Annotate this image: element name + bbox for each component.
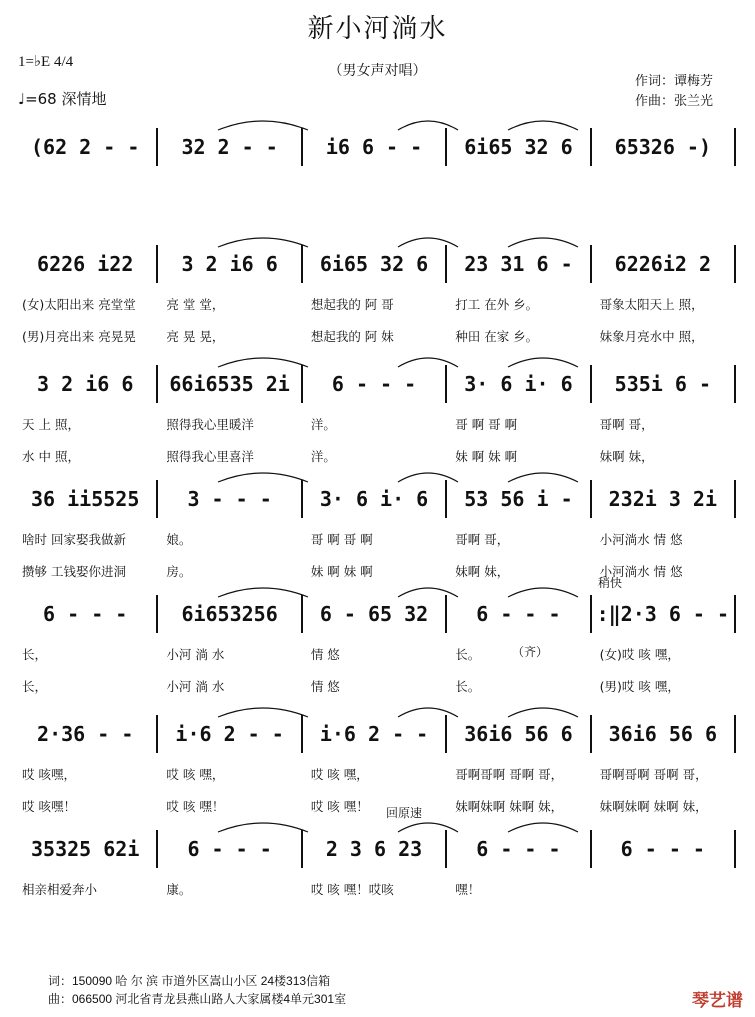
composer: 作曲：张兰光 (634, 94, 713, 109)
slur (398, 358, 458, 367)
lyric-segment: (男)月亮出来 亮晃晃 (22, 329, 136, 344)
barline (301, 595, 303, 633)
lyric-segment: 相亲相爱奔小 (22, 882, 98, 897)
measure: i6 6 - - (325, 135, 423, 159)
slur (508, 473, 578, 482)
slur (398, 121, 458, 130)
barline (734, 365, 736, 403)
barline (301, 128, 303, 166)
barline (445, 245, 447, 283)
notes-row (18, 128, 740, 166)
barline (301, 480, 303, 518)
measure: 36 ii5525 (31, 487, 140, 511)
measure: 35325 62i (31, 837, 140, 861)
barline (445, 128, 447, 166)
lyric-segment: 妹啊妹啊 妹啊 妹， (599, 799, 708, 814)
slur (218, 708, 308, 717)
lyric-segment: 哎 咳嘿， (22, 767, 76, 782)
lyrics-row (18, 295, 740, 313)
page-title: 新小河淌水 (307, 14, 448, 44)
slur-arcs (18, 349, 740, 369)
measure: 6 - - - (476, 837, 561, 861)
barline (445, 595, 447, 633)
slur (508, 823, 578, 832)
barline (734, 128, 736, 166)
lyric-segment: 长。 (455, 647, 481, 662)
notes-row (18, 715, 740, 753)
barline (156, 715, 158, 753)
lyric-segment: 哥啊 哥， (599, 417, 654, 432)
measure: 6 - 65 32 (319, 602, 429, 626)
lyric-segment: 妹啊 妹， (599, 449, 654, 464)
measure: 3· 6 i· 6 (319, 487, 429, 511)
measure: 6 - - - (620, 837, 705, 861)
measure: 6i65 32 6 (319, 252, 429, 276)
slur (508, 358, 578, 367)
lyric-segment: 想起我的 阿 妹 (310, 329, 394, 344)
lyric-segment: 情 悠 (310, 679, 340, 694)
barline (590, 595, 592, 633)
measure: 65326 -) (614, 135, 711, 159)
barline (445, 830, 447, 868)
lyric-segment: 想起我的 阿 哥 (310, 297, 394, 312)
slur (508, 121, 578, 130)
barline (734, 830, 736, 868)
measure: 23 31 6 - (464, 252, 573, 276)
measure: 6226i2 2 (614, 252, 711, 276)
barline (156, 480, 158, 518)
slur (218, 588, 308, 597)
slur (218, 238, 308, 247)
slur (218, 121, 308, 130)
key-signature: 1=♭E 4/4 (18, 54, 74, 70)
lyrics-row (18, 447, 740, 465)
tempo-marking: ♩=68 深情地 (18, 90, 107, 108)
measure: 2 3 6 23 (325, 837, 423, 861)
barline (590, 245, 592, 283)
measure: :‖2·3 6 - - (596, 602, 730, 626)
measure: 6 - - - (187, 837, 272, 861)
lyric-segment: 哎 咳 嘿！ (166, 799, 225, 814)
lyrics-row (18, 880, 740, 898)
lyric-segment: 天 上 照， (22, 417, 80, 432)
barline (156, 830, 158, 868)
slur-arcs (18, 579, 740, 599)
lyrics-row (18, 530, 740, 548)
lyric-segment: 哥 啊 哥 啊 (455, 417, 518, 432)
lyric-segment: 哎 咳 嘿！ (310, 799, 369, 814)
lyric-segment: (女)太阳出来 亮堂堂 (22, 297, 136, 312)
lyric-segment: 哎 咳嘿！ (22, 799, 76, 814)
barline (590, 128, 592, 166)
lyric-segment: 长， (22, 679, 48, 694)
lyric-segment: 妹 啊 妹 啊 (310, 564, 373, 579)
barline (156, 245, 158, 283)
lyric-segment: 情 悠 (310, 647, 340, 662)
notes-row (18, 245, 740, 283)
lyric-segment: 亮 堂 堂， (166, 297, 225, 312)
lyrics-row (18, 415, 740, 433)
lyric-segment: 小河淌水 情 悠 (599, 564, 683, 579)
lyric-segment: 种田 在家 乡。 (455, 329, 539, 344)
measure: 2·36 - - (37, 722, 134, 746)
lyric-segment: (男)哎 咳 嘿， (599, 679, 680, 694)
measure: 6226 i22 (37, 252, 134, 276)
barline (301, 830, 303, 868)
barline (734, 715, 736, 753)
measure: 232i 3 2i (608, 487, 718, 511)
slur (398, 823, 458, 832)
slur-arcs (18, 814, 740, 834)
slur-arcs (18, 112, 740, 132)
lyric-segment: 攒够 工钱娶你进洞 (22, 564, 126, 579)
lyric-segment: 哥啊哥啊 哥啊 哥， (455, 767, 564, 782)
lyrics-row (18, 327, 740, 345)
lyric-segment: 洋。 (310, 449, 336, 464)
slur (398, 588, 458, 597)
notes-row (18, 830, 740, 868)
lyric-segment: 长， (22, 647, 48, 662)
lyric-segment: 哎 咳 嘿！哎咳 (310, 882, 394, 897)
measure: i·6 2 - - (175, 722, 284, 746)
lyrics-row (18, 562, 740, 580)
lyric-segment: 照得我心里喜洋 (166, 449, 254, 464)
faster-mark: 稍快 (598, 576, 623, 590)
lyric-segment: 小河淌水 情 悠 (599, 532, 683, 547)
measure: 53 56 i - (464, 487, 573, 511)
notes-row (18, 480, 740, 518)
lyric-segment: 哎 咳 嘿， (310, 767, 369, 782)
barline (301, 715, 303, 753)
measure: 3· 6 i· 6 (464, 372, 573, 396)
slur (398, 473, 458, 482)
lyric-segment: (女)哎 咳 嘿， (599, 647, 680, 662)
lyric-segment: 照得我心里暖洋 (166, 417, 254, 432)
barline (445, 715, 447, 753)
lyrics-row (18, 797, 740, 815)
measure: 32 2 - - (181, 135, 278, 159)
lyric-segment: 小河 淌 水 (166, 647, 225, 662)
slur (218, 358, 308, 367)
lyric-segment: 娘。 (166, 532, 192, 547)
lyric-segment: 长。 (455, 679, 481, 694)
measure: 3 2 i6 6 (181, 252, 278, 276)
lyric-segment: 哥 啊 哥 啊 (310, 532, 373, 547)
measure: 3 2 i6 6 (37, 372, 134, 396)
score-system (18, 128, 740, 238)
lyric-segment: 哥象太阳天上 照， (599, 297, 704, 312)
barline (156, 365, 158, 403)
measure: 3 - - - (187, 487, 272, 511)
footer-line-2: 曲：066500 河北省青龙县燕山路人大家属楼4单元301室 (48, 992, 347, 1006)
barline (156, 128, 158, 166)
barline (156, 595, 158, 633)
rit-mark: 回原速 (386, 806, 423, 820)
lyric-segment: 打工 在外 乡。 (455, 297, 539, 312)
slur (508, 588, 578, 597)
lyric-segment: 嘿！ (455, 882, 481, 897)
measure: 6i65 32 6 (464, 135, 573, 159)
unison-mark: （齐） (512, 645, 549, 659)
lyric-segment: 哥啊哥啊 哥啊 哥， (599, 767, 708, 782)
slur (218, 473, 308, 482)
slur-arcs (18, 464, 740, 484)
slur-arcs (18, 229, 740, 249)
barline (590, 715, 592, 753)
lyric-segment: 小河 淌 水 (166, 679, 225, 694)
lyric-segment: 水 中 照， (22, 449, 80, 464)
score-system (18, 595, 740, 705)
measure: i·6 2 - - (319, 722, 429, 746)
slur-arcs (18, 699, 740, 719)
lyric-segment: 亮 晃 晃， (166, 329, 225, 344)
measure: 6 - - - (43, 602, 128, 626)
lyric-segment: 康。 (166, 882, 192, 897)
barline (590, 830, 592, 868)
barline (301, 245, 303, 283)
lyricist: 作词：谭梅芳 (634, 74, 713, 89)
lyrics-row (18, 645, 740, 663)
measure: 6 - - - (331, 372, 417, 396)
measure: 36i6 56 6 (464, 722, 573, 746)
score-system (18, 715, 740, 825)
lyrics-row (18, 765, 740, 783)
slur (508, 238, 578, 247)
barline (590, 480, 592, 518)
barline (734, 595, 736, 633)
measure: 6i653256 (181, 602, 278, 626)
score-system (18, 365, 740, 475)
lyrics-row (18, 677, 740, 695)
barline (734, 480, 736, 518)
lyric-segment: 妹 啊 妹 啊 (455, 449, 518, 464)
measure: 6 - - - (476, 602, 561, 626)
barline (590, 365, 592, 403)
barline (734, 245, 736, 283)
lyric-segment: 啥时 回家娶我做新 (22, 532, 126, 547)
site-logo: 琴艺谱 (692, 991, 743, 1011)
footer-line-1: 词：150090 哈 尔 滨 市道外区嵩山小区 24楼313信箱 (48, 974, 331, 988)
slur (218, 823, 308, 832)
subtitle: （男女声对唱） (328, 63, 427, 79)
lyric-segment: 房。 (166, 564, 192, 579)
score-system (18, 480, 740, 590)
barline (301, 365, 303, 403)
notes-row (18, 595, 740, 633)
barline (445, 365, 447, 403)
lyric-segment: 哥啊 哥， (455, 532, 510, 547)
lyric-segment: 妹啊 妹， (455, 564, 510, 579)
lyric-segment: 妹啊妹啊 妹啊 妹， (455, 799, 564, 814)
notes-row (18, 365, 740, 403)
measure: 36i6 56 6 (608, 722, 718, 746)
slur (508, 708, 578, 717)
score-system (18, 830, 740, 940)
slur (398, 708, 458, 717)
lyric-segment (596, 880, 740, 898)
lyric-segment: 洋。 (310, 417, 336, 432)
score-system (18, 245, 740, 355)
barline (445, 480, 447, 518)
measure: 66i6535 2i (169, 372, 290, 396)
lyric-segment: 妹象月亮水中 照， (599, 329, 704, 344)
lyric-segment: 哎 咳 嘿， (166, 767, 225, 782)
measure: 535i 6 - (614, 372, 711, 396)
measure: (62 2 - - (31, 135, 140, 159)
slur (398, 238, 458, 247)
